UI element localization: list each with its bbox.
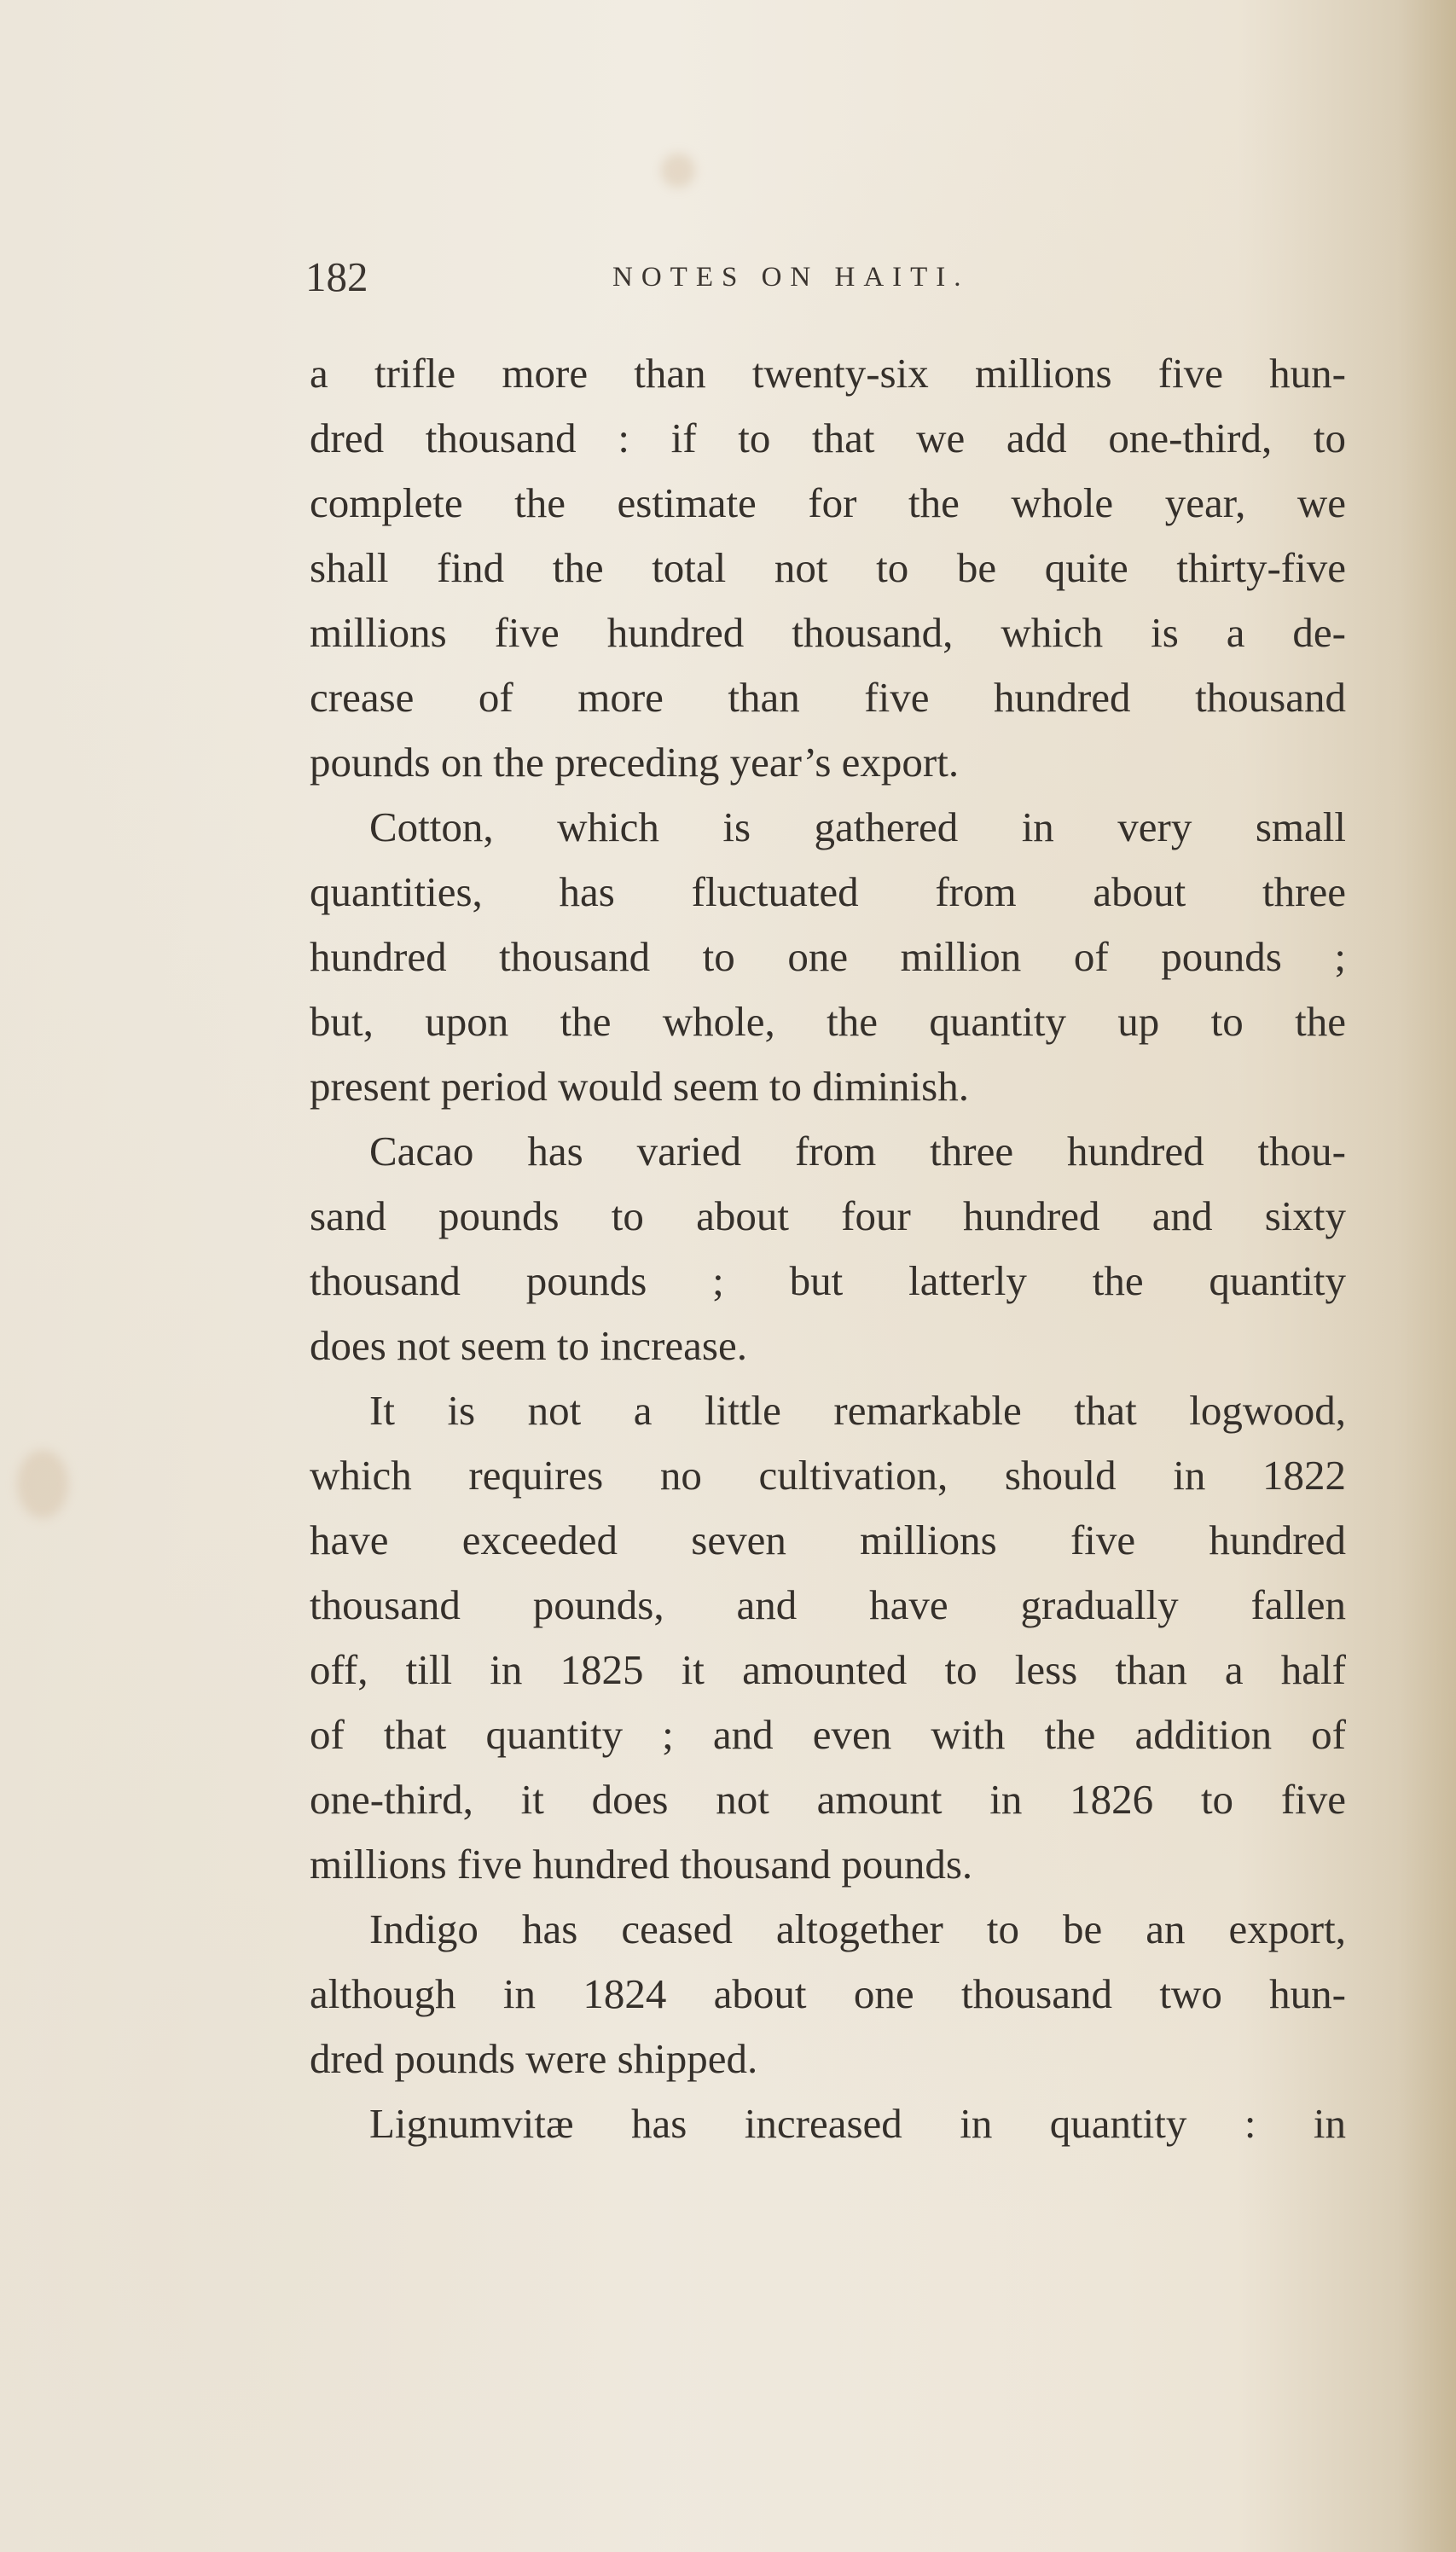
text-line: a trifle more than twenty-six millions five hun-: [310, 350, 1346, 397]
paragraph: [310, 795, 1346, 1119]
text-line: millions five hundred thousand pounds.: [310, 1841, 973, 1888]
text-line: does not seem to increase.: [310, 1322, 747, 1369]
text-line: off, till in 1825 it amounted to less than a half: [310, 1646, 1346, 1693]
text-line: Cacao has varied from three hundred thou-: [369, 1128, 1346, 1174]
text-line: present period would seem to diminish.: [310, 1063, 969, 1110]
text-line: of that quantity ; and even with the addition of: [310, 1711, 1346, 1758]
body-text: [310, 341, 1346, 2156]
paragraph: [310, 1378, 1346, 1897]
paragraph: [310, 1119, 1346, 1378]
text-line: complete the estimate for the whole year, we: [310, 479, 1346, 526]
text-line: shall find the total not to be quite thirty-five: [310, 544, 1346, 591]
text-line: dred pounds were shipped.: [310, 2035, 758, 2082]
paragraph: [310, 1897, 1346, 2091]
page-header: [305, 247, 1363, 307]
text-line: Indigo has ceased altogether to be an export,: [369, 1905, 1346, 1952]
text-line: thousand pounds, and have gradually fallen: [310, 1581, 1346, 1628]
text-line: hundred thousand to one million of pounds ;: [310, 933, 1346, 980]
text-line: pounds on the preceding year’s export.: [310, 739, 960, 786]
paragraph: [310, 2091, 1346, 2156]
paragraph: [310, 341, 1346, 795]
text-line: sand pounds to about four hundred and sixty: [310, 1192, 1346, 1239]
page-number: 182: [305, 253, 368, 300]
paper-stain: [17, 1450, 68, 1518]
text-line: millions five hundred thousand, which is a de-: [310, 609, 1346, 656]
text-line: quantities, has fluctuated from about three: [310, 868, 1346, 915]
text-line: have exceeded seven millions five hundred: [310, 1517, 1346, 1563]
text-line: thousand pounds ; but latterly the quantity: [310, 1257, 1346, 1304]
text-line: dred thousand : if to that we add one-third, to: [310, 415, 1346, 461]
text-line: which requires no cultivation, should in 1822: [310, 1452, 1346, 1499]
paper-stain: [661, 154, 695, 188]
text-line: Lignumvitæ has increased in quantity : in: [369, 2100, 1346, 2147]
text-line: although in 1824 about one thousand two hun-: [310, 1970, 1346, 2017]
text-line: Cotton, which is gathered in very small: [369, 803, 1346, 850]
text-line: but, upon the whole, the quantity up to the: [310, 998, 1346, 1045]
text-line: It is not a little remarkable that logwood,: [369, 1387, 1346, 1434]
text-line: one-third, it does not amount in 1826 to five: [310, 1776, 1346, 1823]
text-line: crease of more than five hundred thousand: [310, 674, 1346, 721]
running-head: NOTES ON HAITI.: [612, 262, 970, 293]
